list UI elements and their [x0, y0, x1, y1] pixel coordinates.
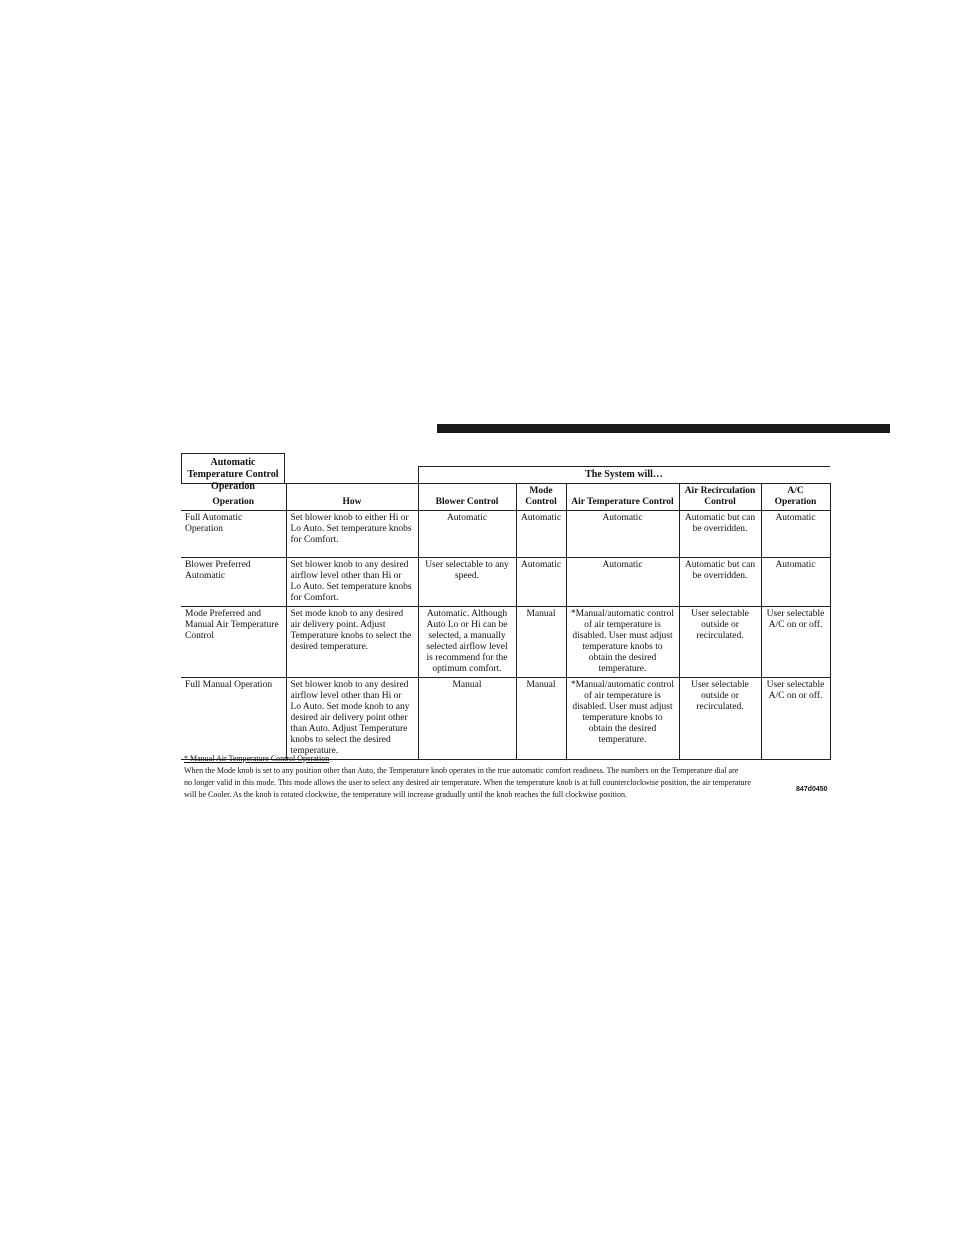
cell-recirc: Automatic but can be overridden. [679, 511, 761, 558]
section-rule-bar [437, 424, 890, 433]
cell-recirc: User selectable outside or recirculated. [679, 607, 761, 678]
table-row [181, 678, 830, 760]
cell-blower: Automatic [418, 511, 516, 558]
control-operation-table [181, 483, 831, 760]
footnote-line: no longer valid in this mode. This mode allows the user to select any desired air temperature. When the temperature knob is at full counterclockwise position, the air temperature [184, 778, 751, 787]
cell-ac: Automatic [761, 511, 830, 558]
cell-operation: Blower Preferred Automatic [181, 558, 286, 607]
table-row [181, 511, 830, 558]
system-header: The System will… [585, 469, 663, 480]
cell-how: Set mode knob to any desired air delivery point. Adjust Temperature knobs to select the desired temperature. [286, 607, 418, 678]
cell-operation: Full Manual Operation [181, 678, 286, 760]
footnote-title: * Manual Air Temperature Control Operation [184, 754, 330, 763]
col-header-recirc: Air Recirculation Control [679, 484, 761, 511]
col-header-mode: Mode Control [516, 484, 566, 511]
footnote-line: When the Mode knob is set to any position other than Auto, the Temperature knob operates in the true automatic comfort readiness. The numbers on the Temperature dial are [184, 766, 739, 775]
col-header-ac: A/C Operation [761, 484, 830, 511]
table-row [181, 607, 830, 678]
cell-recirc: Automatic but can be overridden. [679, 558, 761, 607]
cell-blower: Manual [418, 678, 516, 760]
cell-how: Set blower knob to any desired airflow level other than Hi or Lo Auto. Set temperature knobs for Comfort. [286, 558, 418, 607]
col-header-air-temp: Air Temperature Control [566, 484, 679, 511]
cell-how: Set blower knob to either Hi or Lo Auto. Set temperature knobs for Comfort. [286, 511, 418, 558]
table-row [181, 558, 830, 607]
col-header-operation: Operation [181, 484, 286, 511]
cell-mode: Automatic [516, 558, 566, 607]
cell-recirc: User selectable outside or recirculated. [679, 678, 761, 760]
col-header-how: How [286, 484, 418, 511]
table-header-row [181, 484, 830, 511]
system-header-rule [418, 466, 830, 467]
cell-ac: Automatic [761, 558, 830, 607]
cell-blower: User selectable to any speed. [418, 558, 516, 607]
footnote-line: will be Cooler. As the knob is rotated clockwise, the temperature will increase gradually until the knob reaches the full clockwise position. [184, 790, 627, 799]
cell-mode: Manual [516, 607, 566, 678]
image-id-label: 847d0450 [796, 786, 828, 793]
cell-ac: User selectable A/C on or off. [761, 607, 830, 678]
cell-mode: Manual [516, 678, 566, 760]
cell-ac: User selectable A/C on or off. [761, 678, 830, 760]
cell-mode: Automatic [516, 511, 566, 558]
cell-operation: Mode Preferred and Manual Air Temperature Control [181, 607, 286, 678]
footnote [184, 753, 824, 801]
cell-how: Set blower knob to any desired airflow level other than Hi or Lo Auto. Set mode knob to any desired air delivery point other than Auto. Adjust Temperature knobs to select the desired temperature. [286, 678, 418, 760]
col-header-blower: Blower Control [418, 484, 516, 511]
cell-air-temp: *Manual/automatic control of air temperature is disabled. User must adjust temperature knobs to obtain the desired temperature. [566, 678, 679, 760]
cell-air-temp: Automatic [566, 558, 679, 607]
table-title: Automatic Temperature Control Operation [181, 453, 285, 483]
cell-air-temp: Automatic [566, 511, 679, 558]
cell-operation: Full Automatic Operation [181, 511, 286, 558]
cell-air-temp: *Manual/automatic control of air temperature is disabled. User must adjust temperature knobs to obtain the desired temperature. [566, 607, 679, 678]
cell-blower: Automatic. Although Auto Lo or Hi can be selected, a manually selected airflow level is recommend for the optimum comfort. [418, 607, 516, 678]
